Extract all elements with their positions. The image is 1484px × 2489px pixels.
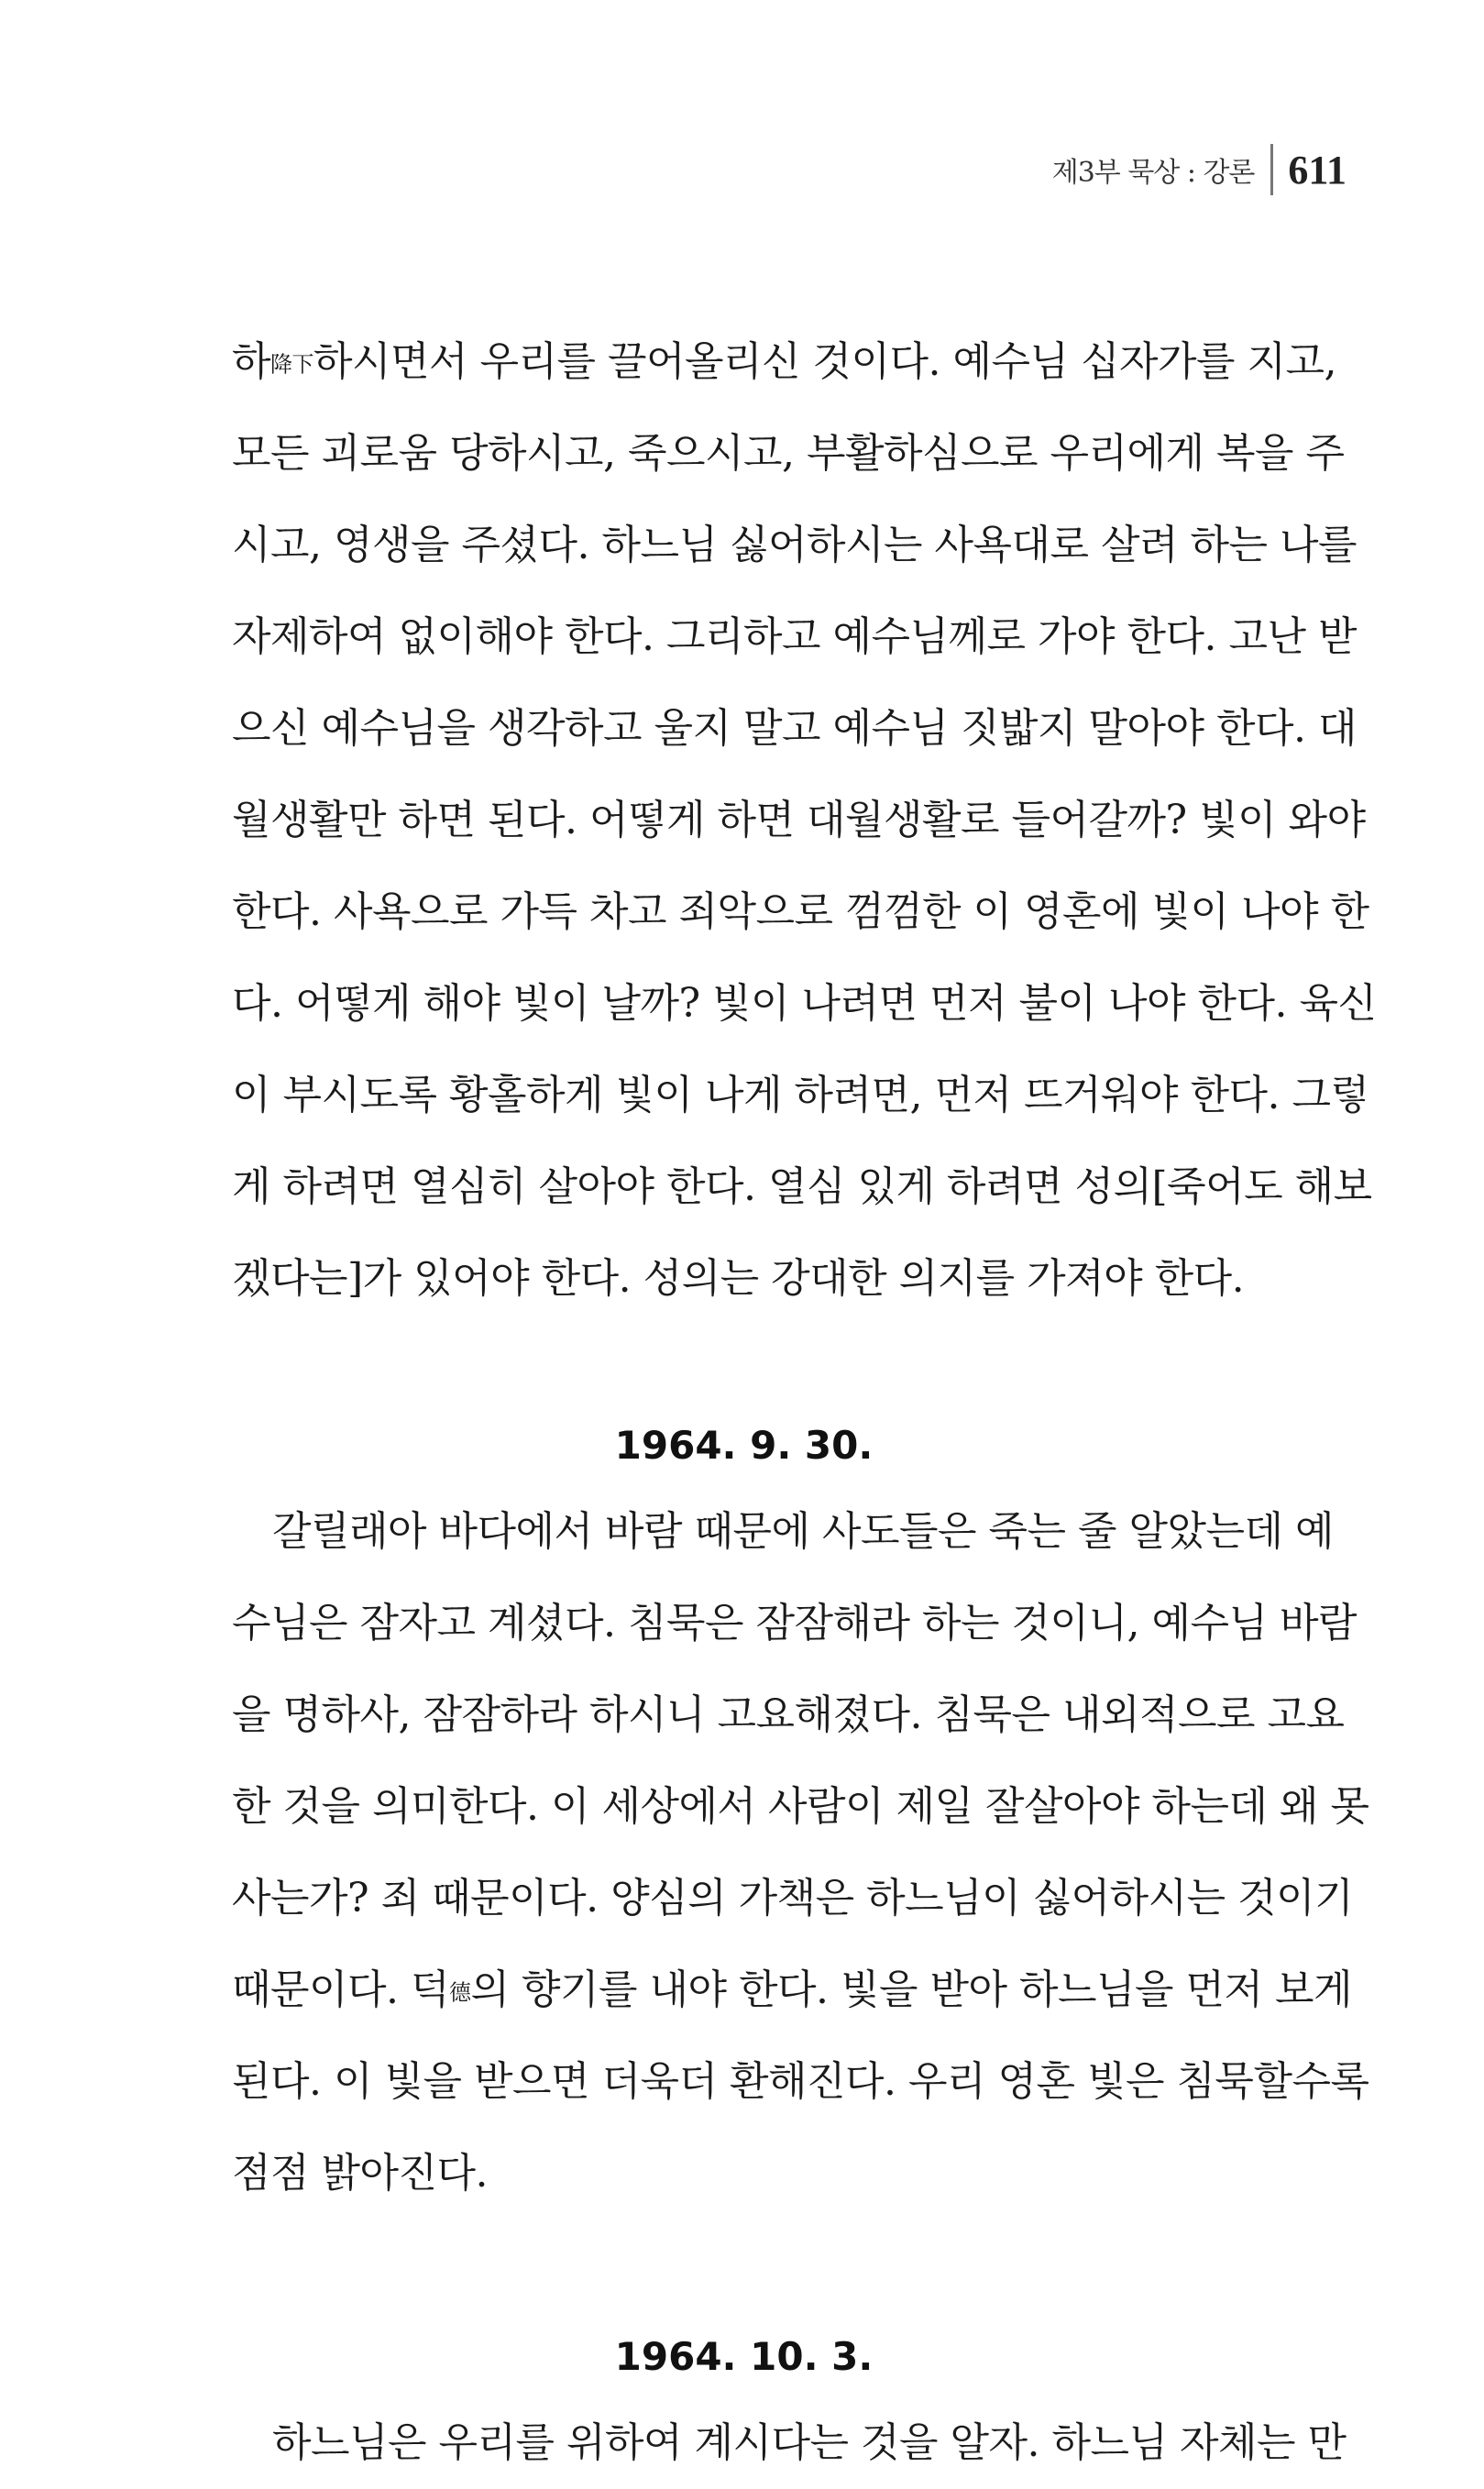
text-line: 이 부시도록 황홀하게 빛이 나게 하려면, 먼저 뜨거워야 한다. 그렇 [232,1072,1369,1118]
body-text [232,316,1377,2489]
paragraph [232,1486,1369,2219]
hanja-annotation: 德 [449,1979,471,2006]
text-line: 갈릴래아 바다에서 바람 때문에 사도들은 죽는 줄 알았는데 예 [272,1508,1334,1555]
text-line: 으신 예수님을 생각하고 울지 말고 예수님 짓밟지 말아야 한다. 대 [232,705,1357,752]
text-line: 월생활만 하면 된다. 어떻게 하면 대월생활로 들어갈까? 빛이 와야 [232,797,1366,843]
hanja-annotation: 降下 [270,351,314,378]
text-line: 모든 괴로움 당하시고, 죽으시고, 부활하심으로 우리에게 복을 주 [232,430,1345,477]
text-line: 하느님은 우리를 위하여 계시다는 것을 알자. 하느님 자체는 만 [272,2419,1347,2466]
text-line: 한 것을 의미한다. 이 세상에서 사람이 제일 잘살아야 하는데 왜 못 [232,1783,1369,1830]
text-line: 다. 어떻게 해야 빛이 날까? 빛이 나려면 먼저 불이 나야 한다. 육신 [232,980,1377,1027]
section-gap [232,2219,1256,2317]
text-line: 사는가? 죄 때문이다. 양심의 가책은 하느님이 싫어하시는 것이기 [232,1875,1354,1922]
text-line: 한다. 사욕으로 가득 차고 죄악으로 껌껌한 이 영혼에 빛이 나야 한 [232,888,1369,935]
paragraph [232,2397,1347,2489]
running-title: 제3부 묵상 : 강론 [1051,157,1255,189]
page-number: 611 [1288,147,1347,193]
text-line: 수님은 잠자고 계셨다. 침묵은 잠잠해라 하는 것이니, 예수님 바람 [232,1600,1357,1646]
text-line: 점점 밝아진다. [232,2150,488,2197]
date-heading: 1964. 9. 30. [614,1423,874,1468]
running-header [1052,138,1347,202]
text-line: 시고, 영생을 주셨다. 하느님 싫어하시는 사욕대로 살려 하는 나를 [232,522,1357,568]
date-heading: 1964. 10. 3. [614,2334,874,2379]
text-line: 겠다는]가 있어야 한다. 성의는 강대한 의지를 가져야 한다. [232,1255,1245,1302]
text-line: 된다. 이 빛을 받으면 더욱더 환해진다. 우리 영혼 빛은 침묵할수록 [232,2058,1369,2105]
paragraph [232,316,1377,1325]
text-line: 때문이다. 덕德의 향기를 내야 한다. 빛을 받아 하느님을 먼저 보게 [232,1966,1352,2013]
text-line: 을 명하사, 잠잠하라 하시니 고요해졌다. 침묵은 내외적으로 고요 [232,1691,1345,1738]
section-gap [232,1325,1256,1405]
text-line: 자제하여 없이해야 한다. 그리하고 예수님께로 가야 한다. 고난 받 [232,613,1357,660]
text-line: 게 하려면 열심히 살아야 한다. 열심 있게 하려면 성의[죽어도 해보 [232,1163,1372,1210]
text-line: 하降下하시면서 우리를 끌어올리신 것이다. 예수님 십자가를 지고, [232,338,1336,385]
